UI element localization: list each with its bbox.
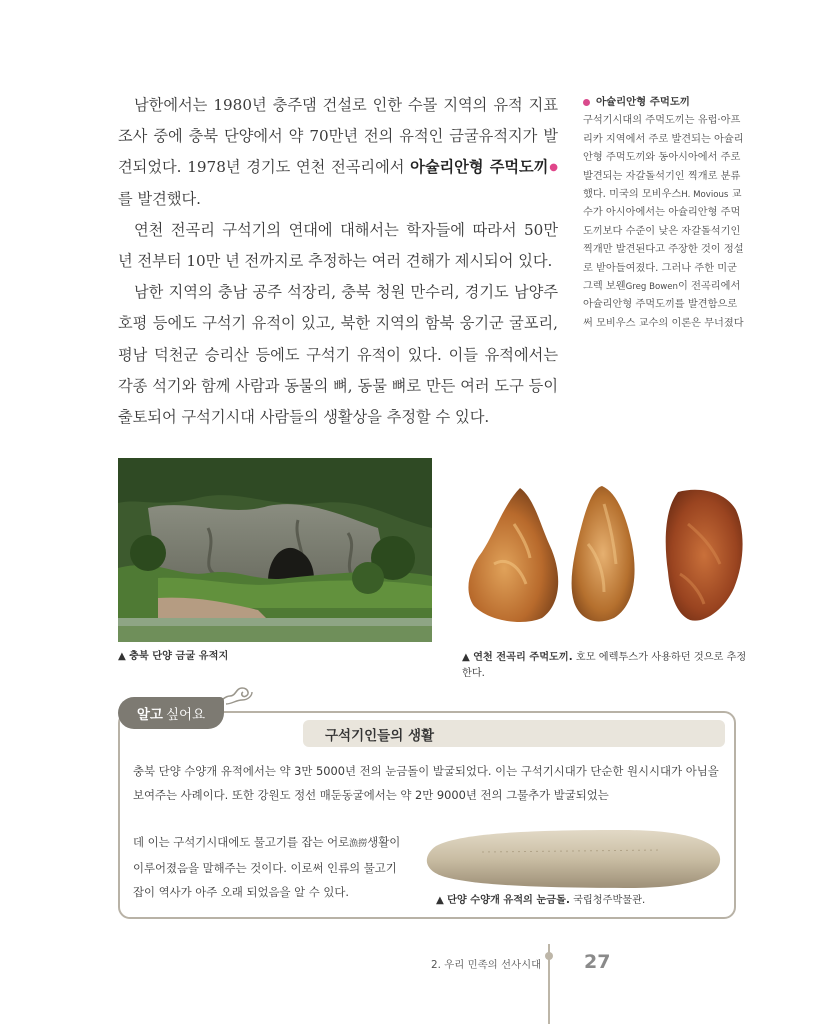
pink-dot-icon [583, 99, 590, 106]
box-tag: 알고 싶어요 [118, 697, 224, 729]
sidebar-note [583, 93, 745, 333]
footer-dot-icon [545, 952, 553, 960]
sidebar-body: 구석기시대의 주먹도끼는 유럽·아프리카 지역에서 주로 발견되는 아슐리안형 주먹도끼와 동아시아에서 주로 발견되는 자갈돌석기인 찍개로 분류했다. 미국의 모비우스H. Movious 교수가 아시아에서는 아슐리안형 주먹도끼보다 수준이 낮은 자갈돌석기인 찍개만 발견된다고 주장한 것이 정설로 받아들여졌다. 그러나 주한 미군 그렉 보웬Greg Bowen이 전곡리에서 아슐리안형 주먹도끼를 발견함으로써 모비우스 교수의 이론은 무너졌다 [583, 115, 744, 329]
sidebar-title: 아슐리안형 주먹도끼 [583, 93, 745, 111]
caption-handaxe: ▲ 연천 전곡리 주먹도끼. 호모 에렉투스가 사용하던 것으로 추정한다. [462, 652, 747, 679]
box-title: 구석기인들의 생활 [303, 720, 725, 747]
box-text-left: 데 이는 구석기시대에도 물고기를 잡는 어로漁撈생활이 이루어졌음을 말해주는 것이다. 이로써 인류의 물고기잡이 역사가 아주 오래 되었음을 알 수 있다. [133, 835, 401, 899]
page-number: 27 [584, 951, 611, 973]
caption-scale-stone: ▲ 단양 수양개 유적의 눈금돌. 국립청주박물관. [436, 895, 646, 906]
box-text-top: 충북 단양 수양개 유적에서는 약 3만 5000년 전의 눈금돌이 발굴되었다. 이는 구석기시대가 단순한 원시시대가 아님을 보여주는 사례이다. 또한 강원도 정선 매둔동굴에서는 약 2만 9000년 전의 그물추가 발굴되었는 [133, 764, 719, 802]
geumgul-cave-photo [118, 458, 432, 642]
keyword-acheulean-handaxe[interactable]: 아슐리안형 주먹도끼 [410, 158, 549, 177]
chapter-title: 2. 우리 민족의 선사시대 [431, 959, 542, 971]
scale-stone-photo [422, 826, 724, 892]
note-marker-icon: ● [548, 162, 559, 174]
main-body-text [118, 90, 558, 433]
handaxe-photo [464, 484, 754, 626]
paragraph-2: 연천 전곡리 구석기의 연대에 대해서는 학자들에 따라서 50만 년 전부터 10만 년 전까지로 추정하는 여러 견해가 제시되어 있다. [118, 220, 558, 271]
caption-geumgul: ▲ 충북 단양 금굴 유적지 [118, 651, 229, 662]
paragraph-1: 남한에서는 1980년 충주댐 건설로 인한 수몰 지역의 유적 지표 조사 중에 충북 단양에서 약 70만년 전의 유적인 금굴유적지가 발견되었다. 1978년 경기도 연천 전곡리에서 아슐리안형 주먹도끼●를 발견했다. [118, 96, 559, 208]
paragraph-3: 남한 지역의 충남 공주 석장리, 충북 청원 만수리, 경기도 남양주 호평 등에도 구석기 유적이 있고, 북한 지역의 함북 웅기군 굴포리, 평남 덕천군 승리산 등에도 구석기 유적이 있다. 이들 유적에서는 각종 석기와 함께 사람과 동물의 뼈, 동물 뼈로 만든 여러 도구 등이 출토되어 구석기시대 사람들의 생활상을 추정할 수 있다. [118, 283, 558, 427]
